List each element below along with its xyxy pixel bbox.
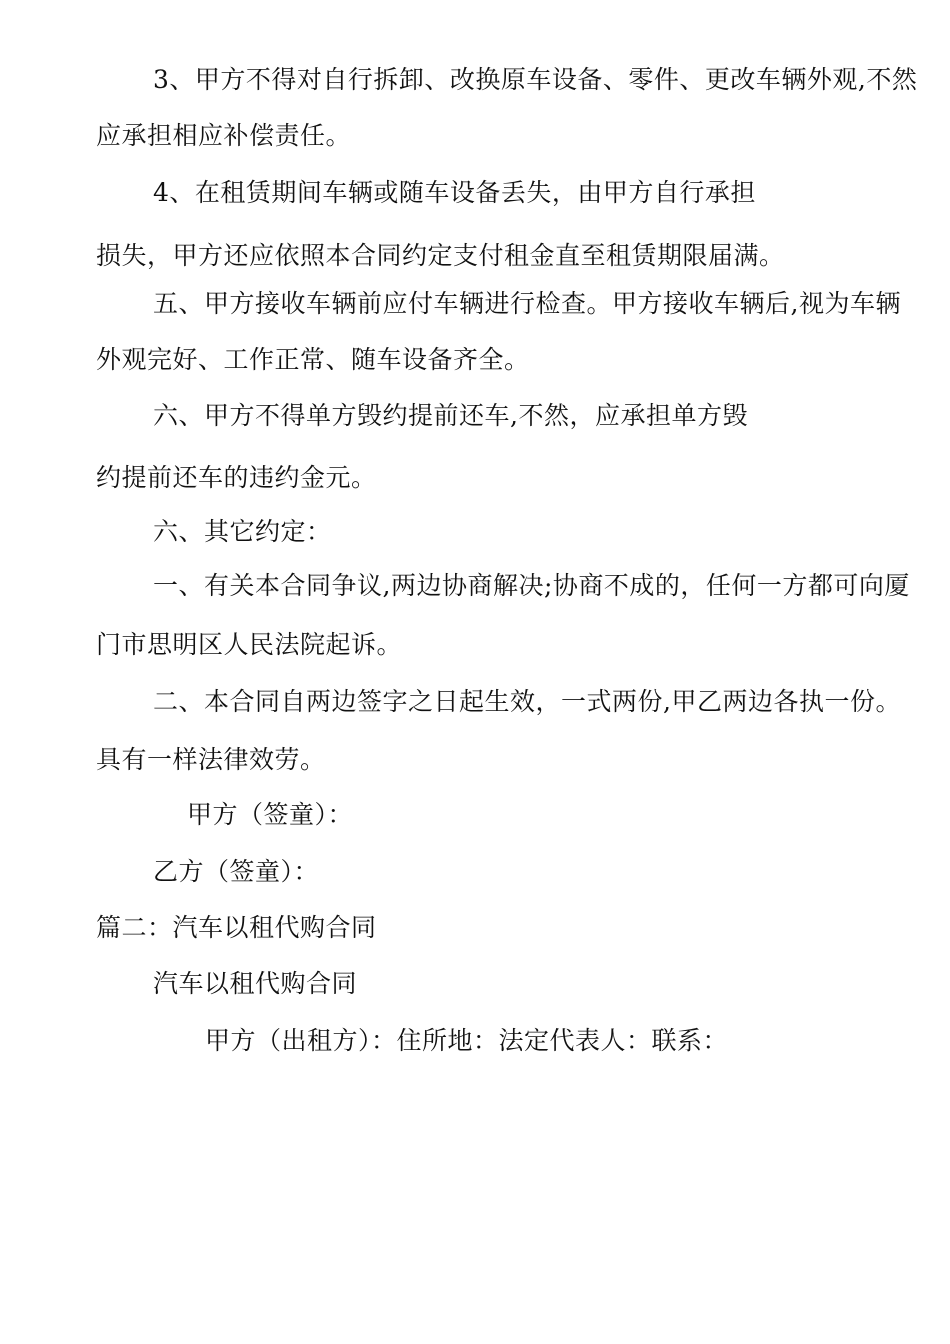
- party-a-signature: 甲方（签童）：: [187, 800, 354, 829]
- other-terms-heading: 六、其它约定：: [153, 517, 332, 546]
- dispute-clause-line-2: 门市思明区人民法院起诉。: [96, 630, 403, 659]
- effect-clause-line-1: 二、本合同自两边签字之日起生效，一式两份,甲乙两边各执一份。: [153, 687, 901, 716]
- effect-clause-line-2: 具有一样法律效劳。: [96, 745, 326, 774]
- clause-5-line-2: 外观完好、工作正常、随车设备齐全。: [96, 345, 530, 374]
- clause-4-line-2: 损失，甲方还应依照本合同约定支付租金直至租赁期限届满。: [96, 241, 785, 270]
- section-two-heading: 篇二：汽车以租代购合同: [96, 913, 377, 942]
- contract-title: 汽车以租代购合同: [153, 969, 358, 998]
- clause-3-line-2: 应承担相应补偿责任。: [96, 121, 352, 150]
- dispute-clause-line-1: 一、有关本合同争议,两边协商解决;协商不成的，任何一方都可向厦: [153, 571, 910, 600]
- clause-6-line-1: 六、甲方不得单方毁约提前还车,不然，应承担单方毁: [153, 401, 748, 430]
- clause-6-line-2: 约提前还车的违约金元。: [96, 463, 377, 492]
- party-b-signature: 乙方（签童）：: [153, 857, 320, 886]
- clause-5-line-1: 五、甲方接收车辆前应付车辆进行检查。甲方接收车辆后,视为车辆: [153, 289, 901, 318]
- lessor-info-line: 甲方（出租方）：住所地：法定代表人：联系：: [205, 1026, 729, 1055]
- clause-3-line-1: 3、甲方不得对自行拆卸、改换原车设备、零件、更改车辆外观,不然: [153, 65, 918, 94]
- clause-4-line-1: 4、在租赁期间车辆或随车设备丢失，由甲方自行承担: [153, 178, 756, 207]
